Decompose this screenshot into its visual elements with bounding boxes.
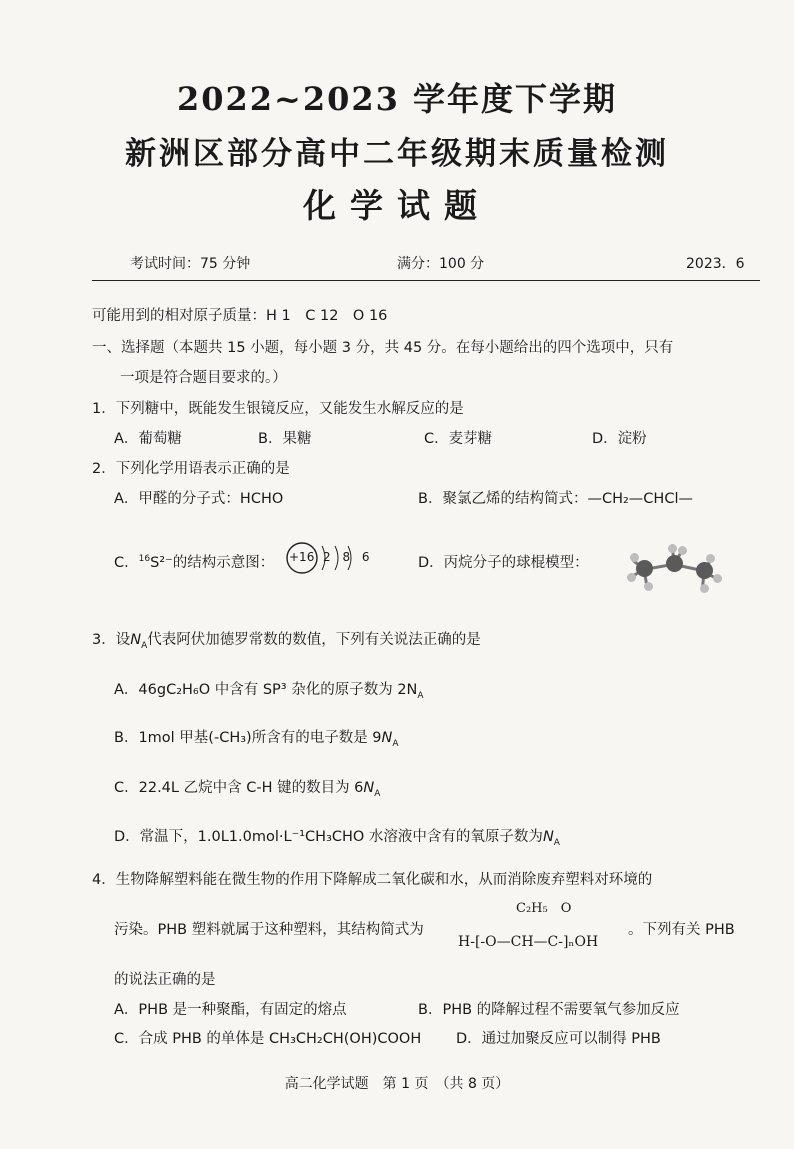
q2-option-c: C．$^{16}$S²⁻的结构示意图： bbox=[114, 554, 275, 571]
q3-stem: 3．设$N_A$代表阿伏加德罗常数的数值，下列有关说法正确的是 bbox=[92, 632, 481, 651]
q1-option-b: B．果糖 bbox=[258, 431, 312, 447]
q2-stem: 2．下列化学用语表示正确的是 bbox=[92, 461, 290, 477]
q1-option-d: D．淀粉 bbox=[592, 431, 647, 447]
exam-title-district: 新洲区部分高中二年级期末质量检测 bbox=[125, 136, 669, 172]
q3-option-d: D．常温下，1.0L1.0mol·L⁻¹CH₃CHO 水溶液中含有的氧原子数为$N_A$ bbox=[114, 829, 560, 848]
q4-stem-line2: 污染。PHB 塑料就属于这种塑料，其结构简式为 bbox=[114, 922, 424, 938]
nucleus-charge: +16 bbox=[289, 550, 315, 564]
q3-option-b: B．1mol 甲基(-CH₃)所含有的电子数是 $9N_A$ bbox=[114, 730, 399, 749]
page-footer: 高二化学试题 第 1 页 （共 8 页） bbox=[284, 1076, 510, 1092]
q3-option-c: C．22.4L 乙烷中含 C-H 键的数目为 $6N_A$ bbox=[114, 780, 381, 799]
header-divider bbox=[92, 280, 760, 281]
section1-heading: 一、选择题（本题共 15 小题，每小题 3 分，共 45 分。在每小题给出的四个选项中，只有 bbox=[92, 340, 674, 356]
q4-option-c: C．合成 PHB 的单体是 CH₃CH₂CH(OH)COOH bbox=[114, 1031, 422, 1047]
q4-option-d: D．通过加聚反应可以制得 PHB bbox=[456, 1031, 661, 1047]
exam-title-year: 2022~2023 学年度下学期 bbox=[176, 80, 618, 118]
q2-option-b: B．聚氯乙烯的结构简式：—CH₂—CHCl— bbox=[418, 491, 693, 507]
phb-formula-substituents: C₂H₅ O bbox=[516, 901, 572, 916]
propane-ball-stick-model bbox=[620, 540, 720, 600]
exam-time: 考试时间：75 分钟 bbox=[130, 256, 251, 272]
q2-option-a: A．甲醛的分子式：HCHO bbox=[114, 491, 284, 507]
sulfur-ion-structure-diagram bbox=[284, 540, 374, 576]
atomic-masses: 可能用到的相对原子质量：H 1 C 12 O 16 bbox=[92, 308, 388, 324]
exam-title-subject: 化学试题 bbox=[303, 186, 491, 225]
q1-option-c: C．麦芽糖 bbox=[424, 431, 493, 447]
q2-option-d: D．丙烷分子的球棍模型： bbox=[418, 555, 589, 571]
q1-stem: 1．下列糖中，既能发生银镜反应，又能发生水解反应的是 bbox=[92, 401, 464, 417]
q4-stem-line3: 的说法正确的是 bbox=[114, 972, 216, 988]
q4-stem-line1: 4．生物降解塑料能在微生物的作用下降解成二氧化碳和水，从而消除废弃塑料对环境的 bbox=[92, 872, 653, 888]
q4-stem-line2-end: 。下列有关 PHB bbox=[628, 922, 735, 938]
q3-option-a: A．46gC₂H₆O 中含有 SP³ 杂化的原子数为 $2N_A$ bbox=[114, 682, 424, 701]
electron-shells: 2 8 6 bbox=[323, 550, 374, 564]
q4-option-a: A．PHB 是一种聚酯，有固定的熔点 bbox=[114, 1002, 347, 1018]
full-score: 满分：100 分 bbox=[397, 256, 485, 272]
q4-option-b: B．PHB 的降解过程不需要氧气参加反应 bbox=[418, 1002, 680, 1018]
section1-heading-cont: 一项是符合题目要求的。） bbox=[120, 370, 287, 386]
phb-structural-formula: H-[-O—CH—C-]ₙOH bbox=[458, 934, 599, 950]
exam-date: 2023．6 bbox=[686, 256, 745, 272]
q1-option-a: A．葡萄糖 bbox=[114, 431, 182, 447]
